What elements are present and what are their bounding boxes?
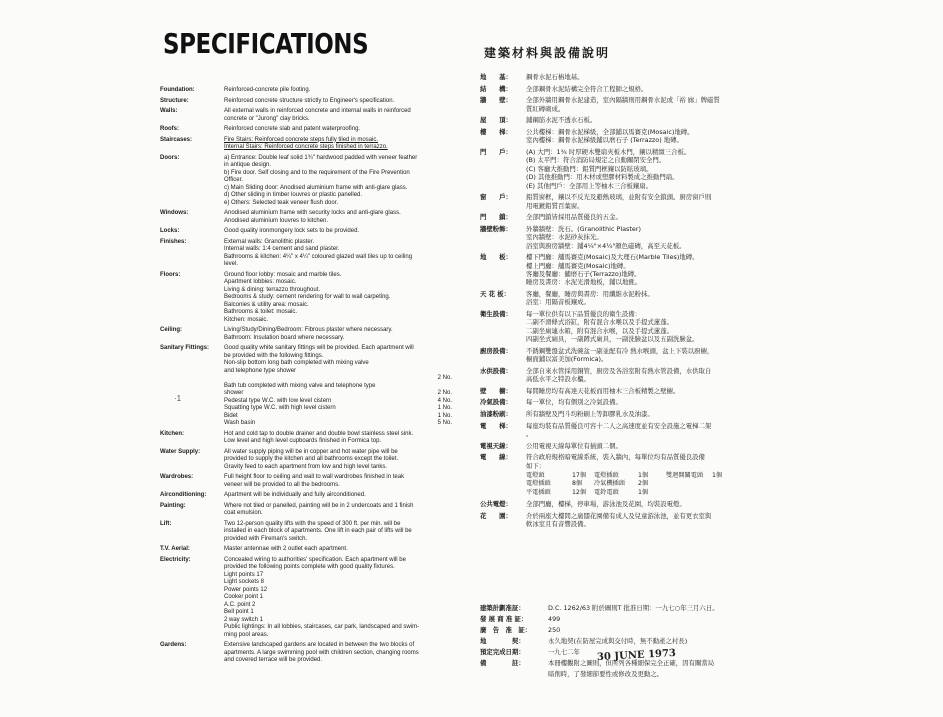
cn-line: 不銹鋼雙盤盆式洗碗盆一副並配有冷 熱水喉頭，盆上下裝以廚櫥， xyxy=(526,346,714,355)
spec-body xyxy=(224,431,452,446)
electric-cell: 1個 xyxy=(712,472,723,479)
spec-body xyxy=(224,228,452,236)
sanitary-item-qty: 5 No. xyxy=(437,420,452,426)
cn-line: 每一單位，均有個別之冷氣設備。 xyxy=(526,398,622,407)
spec-label: Ceiling: xyxy=(160,327,182,333)
spec-body xyxy=(224,521,452,544)
cn-label: 公共電燈： xyxy=(480,500,512,509)
sanitary-item-name: Wash basin xyxy=(224,420,256,426)
spec-line: Apartment lobbies: mosaic. xyxy=(224,279,297,285)
spec-line: Full height floor to ceiling and wall to wall wardrobes finished in teak xyxy=(224,474,405,480)
cn-line: 全部鋼骨水泥結構完全符合工程師之規格。 xyxy=(526,84,648,93)
spec-line: Fire Stairs: Reinforced concrete steps fully tiled in mosaic. xyxy=(224,136,379,143)
scan-mark: ·1 xyxy=(174,394,182,403)
spec-body xyxy=(224,137,452,152)
cn-label: 門 戶： xyxy=(480,147,512,156)
spec-row xyxy=(160,98,452,106)
sanitary-item-name: Squatting type W.C. with high level cistern xyxy=(224,405,336,411)
spec-line: Ground floor lobby: mosaic and marble tiles. xyxy=(224,271,342,278)
specifications-list xyxy=(160,84,452,665)
footer-row xyxy=(480,625,780,636)
electric-point: 2 way switch 1 xyxy=(224,616,264,623)
footer-value: 250 xyxy=(548,626,561,634)
cn-row xyxy=(480,453,780,470)
footer-label: 廣 告 准 証： xyxy=(480,626,532,634)
spec-row xyxy=(160,642,452,665)
electric-cell: 電燈頭 xyxy=(526,472,545,479)
spec-line: provided with Fireman's switch. xyxy=(224,535,308,542)
spec-line: Bathrooms & toilet: mosaic. xyxy=(224,309,298,315)
electric-cell: 1個 xyxy=(638,472,649,479)
spec-line: installed in each block of apartments. One lift in each pair of lifts will be xyxy=(224,528,412,534)
spec-body xyxy=(224,155,452,208)
spec-body xyxy=(224,474,452,489)
cn-line: 符合政府規格暗電線系統，裝入牆內，每單位均有品質優良設備 xyxy=(526,453,705,462)
cn-body xyxy=(526,512,780,529)
spec-label: Roofs: xyxy=(160,126,179,132)
cn-body xyxy=(526,96,780,113)
cn-body xyxy=(526,442,780,450)
spec-line: Anodised aluminium frame with security locks and anti-glare glass. xyxy=(224,210,401,216)
spec-line: Reinforced concrete slab and patent waterproofing. xyxy=(224,126,361,132)
cn-body xyxy=(526,410,780,418)
cn-body xyxy=(526,148,780,190)
spec-line: Internal walls: 1:4 cement and sand plaster. xyxy=(224,246,340,252)
spec-line: All external walls in reinforced concrete and internal walls in reinforced xyxy=(224,108,411,114)
spec-label: Lift: xyxy=(160,520,172,527)
footer-value: 本冊樓觀附之圖則，但所列各種細保完全正確，因有關當局 xyxy=(548,659,715,667)
spec-body xyxy=(224,327,452,342)
cn-line: 全部門廳，樓梯，停車場，游泳池及花園，均裝設電燈。 xyxy=(526,500,686,509)
spec-line: Living/Study/Dining/Bedroom: Fibrous plaster where necessary. xyxy=(224,327,393,333)
cn-body xyxy=(526,193,780,210)
cn-row xyxy=(480,85,780,93)
spec-row xyxy=(160,431,452,446)
cn-line: 客廳及餐廳：舖磨石子(Terrazzo)地磚。 xyxy=(526,270,641,278)
spec-line: External walls: Granolithic plaster. xyxy=(224,238,315,245)
cn-label: 電視天線： xyxy=(480,441,512,450)
footer-label xyxy=(480,669,548,680)
electric-cell: 12個 xyxy=(572,488,587,496)
spec-body xyxy=(224,239,452,269)
cn-label: 牆壁粉飾： xyxy=(480,224,512,233)
cn-row xyxy=(480,148,780,190)
spec-line: Low level and high level cupboards finished in Formica top. xyxy=(224,438,382,444)
cn-body xyxy=(526,116,780,124)
cn-label: 電 梯： xyxy=(480,421,512,430)
sanitary-item xyxy=(224,375,452,383)
cn-body xyxy=(526,225,780,250)
spec-label: Airconditioning: xyxy=(160,492,207,498)
page-title: SPECIFICATIONS xyxy=(163,27,369,60)
cn-row xyxy=(480,387,780,395)
spec-row xyxy=(160,474,452,489)
footer-row xyxy=(480,603,780,614)
cn-row xyxy=(480,367,780,384)
electric-cell: 8個 xyxy=(572,480,583,488)
electric-cell: 平電插頭 xyxy=(526,488,551,496)
spec-body xyxy=(224,557,452,640)
cn-line: 鋪鋼筋水泥不透水石板。 xyxy=(526,116,597,125)
cn-row xyxy=(480,512,780,529)
spec-line: Bedrooms & study: cement rendering for wall to wall carpeting. xyxy=(224,294,391,300)
spec-row xyxy=(160,521,452,544)
cn-line: 質紅磚砌成。 xyxy=(526,104,565,113)
electric-point: Power points 12 xyxy=(224,586,268,593)
sanitary-item-name: Bidet xyxy=(224,412,238,419)
cn-line: 睡房及書房：水泥光滑地板，鋪以地氈。 xyxy=(526,278,642,287)
sanitary-item xyxy=(224,405,452,413)
electric-cell: 電燈插頭 xyxy=(526,480,551,488)
electric-cell: 電燈插頭 xyxy=(594,472,619,479)
spec-body xyxy=(224,272,452,325)
spec-row xyxy=(160,503,452,518)
cn-row xyxy=(480,442,780,450)
footer-row xyxy=(480,669,780,680)
cn-row xyxy=(480,422,780,439)
spec-label: Windows: xyxy=(160,210,189,216)
cn-label: 門 鎖： xyxy=(480,213,512,222)
spec-row xyxy=(160,557,452,640)
spec-line: and covered terrace will be provided. xyxy=(224,657,323,663)
spec-body xyxy=(224,503,452,518)
electric-cell xyxy=(666,489,712,497)
footer-label: 地 契： xyxy=(480,637,525,645)
spec-row xyxy=(160,492,452,500)
footer-label: 發 展 商 准 証： xyxy=(480,615,528,623)
cn-row xyxy=(480,96,780,113)
cn-body xyxy=(526,347,780,364)
spec-label: Kitchen: xyxy=(160,430,184,437)
cn-body xyxy=(526,128,780,145)
spec-line: Bathroom: Insulation board where necessary. xyxy=(224,334,345,341)
cn-line: 浴室與廚房牆壁：鋪4¼"×4¼"顏色磁磚，高至天花板。 xyxy=(526,241,686,250)
cn-row xyxy=(480,116,780,124)
cn-label: 樓 梯： xyxy=(480,127,512,136)
spec-line: Officer. xyxy=(224,177,243,183)
spec-line: coat emulsion. xyxy=(224,510,263,516)
electric-point: Light points 17 xyxy=(224,571,264,578)
spec-line: Bathrooms & kitchen: 4¼" x 4¼" coloured glazed wall tiles up to ceiling xyxy=(224,253,413,260)
cn-row xyxy=(480,290,780,307)
spec-row xyxy=(160,210,452,225)
spec-line: in antique design. xyxy=(224,162,272,168)
footer-value: 永久地契(在防屋完成與交付時，無不動產之村長) xyxy=(548,637,688,645)
cn-body xyxy=(526,290,780,307)
sanitary-item-qty: 1 No. xyxy=(437,412,452,419)
sanitary-item xyxy=(224,413,452,421)
spec-label: Electricity: xyxy=(160,556,191,563)
electric-cell: 雙迴開關電頭 xyxy=(666,472,704,479)
cn-body xyxy=(526,85,780,93)
footer-row xyxy=(480,614,780,625)
spec-line: provided to supply the kitchen and all bathrooms except the toilet. xyxy=(224,456,399,462)
cn-label: 天 花 板： xyxy=(480,290,511,298)
footer-label: 建築計劃准証： xyxy=(480,604,525,612)
footer-label: 備 註： xyxy=(480,659,525,667)
cn-body xyxy=(526,422,780,439)
sanitary-item xyxy=(224,420,452,428)
sanitary-item xyxy=(224,398,452,406)
cn-line: 室內牆壁：水泥砂灰抹光。 xyxy=(526,233,603,242)
electric-cell xyxy=(712,489,742,497)
spec-line: Two 12-person quality lifts with the speed of 300 ft. per min. will be xyxy=(224,520,401,527)
electric-cell: 1個 xyxy=(638,488,649,496)
spec-line: Balconies & utility area: mosaic. xyxy=(224,301,309,308)
spec-line: Reinforced-concrete pile footing. xyxy=(224,87,311,93)
cn-row xyxy=(480,347,780,364)
electric-point: Bell point 1 xyxy=(224,609,254,615)
cn-label: 衛生設備： xyxy=(480,310,512,318)
electric-cell xyxy=(666,480,712,488)
spec-line: and telephone type shower xyxy=(224,367,297,374)
cn-line: 櫥面鋪以富美加(Formica)。 xyxy=(526,355,608,364)
cn-label: 水供設備： xyxy=(480,366,512,375)
spec-row xyxy=(160,239,452,269)
cn-body xyxy=(526,398,780,406)
spec-line: e) Others: Selected teak veneer flush door. xyxy=(224,199,339,206)
cn-line: 二副不滑條式浴缸，附有混合水喉以及手提式蓮蓬。 xyxy=(526,318,673,327)
cn-body xyxy=(526,213,780,221)
spec-line: apartments. A large swimming pool with children section, changing rooms xyxy=(224,649,419,656)
cn-row xyxy=(480,193,780,210)
electric-point: ming pool areas. xyxy=(224,631,269,638)
spec-line: Concealed wiring to authorities' specification. Each apartment will be xyxy=(224,556,406,563)
spec-line: Living & dining: terrazzo throughout. xyxy=(224,286,321,293)
sanitary-item-qty: 2 No. xyxy=(437,375,452,381)
cn-line: 公用電視天線每單位有插頭二個。 xyxy=(526,441,622,450)
footer-value: D.C. 1262/63 附於圖則T 批准日期：一九七○年三月六日。 xyxy=(548,604,719,612)
cn-line: 四副坐式廁具，一副蹲式廁具，一副洗臉盆以及五副洗臉盆。 xyxy=(526,335,699,344)
spec-body xyxy=(224,449,452,472)
spec-body xyxy=(224,642,452,665)
cn-line: 每間睡房均有高達天花板而用柚木三合板精製之壁櫥。 xyxy=(526,386,680,395)
electric-point: A.C. point 2 xyxy=(224,601,256,608)
footer-row xyxy=(480,636,780,647)
spec-body xyxy=(224,98,452,106)
electric-cell: 2個 xyxy=(638,480,649,488)
spec-body xyxy=(224,87,452,95)
spec-row xyxy=(160,345,452,428)
chinese-specifications-list xyxy=(480,70,780,529)
spec-line: provided the following points complete with good quality fixtures. xyxy=(224,564,395,570)
cn-label: 花 園： xyxy=(480,512,512,520)
spec-line: level. xyxy=(224,261,239,267)
cn-label: 牆 壁： xyxy=(480,96,512,105)
cn-row xyxy=(480,128,780,145)
spec-row xyxy=(160,87,452,95)
cn-label: 屋 頂： xyxy=(480,116,512,125)
chinese-title: 建築材料與設備說明 xyxy=(484,46,611,60)
sanitary-item xyxy=(224,383,452,391)
cn-line: 用電鍍鋁質百葉窗。 xyxy=(526,201,584,210)
cn-row xyxy=(480,310,780,344)
cn-body xyxy=(526,310,780,344)
sanitary-item-qty: 4 No. xyxy=(437,397,452,404)
cn-line: (D) 其他推動門：用木材或塑膠材料製成之推動門扇。 xyxy=(526,173,679,182)
cn-label: 地 基： xyxy=(480,73,512,82)
spec-line: d) Other sliding in timber louvres or plastic panelled. xyxy=(224,192,363,198)
cn-line: 所有牆壁及門斗均粉刷上等卸膠乳水及油漆。 xyxy=(526,410,654,418)
spec-label: Finishes: xyxy=(160,238,187,245)
cn-label: 冷氣設備： xyxy=(480,398,512,407)
spec-line: Master antennae with 2 outlet each apartment. xyxy=(224,546,348,552)
cn-line: 軟冰室且有音響設備。 xyxy=(526,520,590,529)
cn-row xyxy=(480,500,780,508)
spec-line: a) Entrance: Double leaf solid 1¾" hardwood padded with veneer feather xyxy=(224,154,418,161)
cn-line: (E) 其他門戶：全部用上等柚木三合板鑲扇。 xyxy=(526,181,653,190)
electric-point: Cooker point 1 xyxy=(224,594,264,600)
spec-line: Good quality ironmongery lock sets to be provided. xyxy=(224,228,360,234)
cn-line: 。 xyxy=(526,430,533,438)
spec-body xyxy=(224,546,452,554)
sanitary-item-name: shower xyxy=(224,390,244,396)
spec-label: T.V. Aerial: xyxy=(160,546,190,552)
cn-line: (C) 客廳大推動門：鋁質門框鑲以防眩玻璃。 xyxy=(526,164,653,173)
spec-line: veneer will be provided to all the bedrooms. xyxy=(224,481,340,488)
sanitary-item-name: Bath tub completed with mixing valve and telephone type xyxy=(224,382,376,389)
cn-body xyxy=(526,500,780,508)
electric-cell: 冷氣機插頭 xyxy=(594,480,625,488)
footer-value: 499 xyxy=(548,615,561,623)
spec-label: Locks: xyxy=(160,228,180,234)
spec-line: c) Main Sliding door: Anodised aluminium frame with anti-glare glass. xyxy=(224,184,408,191)
spec-label: Staircases: xyxy=(160,136,193,143)
cn-row xyxy=(480,213,780,221)
spec-row xyxy=(160,327,452,342)
footer-value: 一九七二年 xyxy=(548,648,580,656)
cn-line: 全部門鎖皆採用品質優良的五金。 xyxy=(526,213,622,222)
spec-line: Kitchen: mosaic. xyxy=(224,316,269,323)
cn-line: 每座均裝有品質優良可容十二人之高速度並有安全設施之電梯二架 xyxy=(526,421,712,430)
spec-row xyxy=(160,155,452,208)
spec-line: concrete or "Jurong" clay bricks. xyxy=(224,115,310,122)
spec-row xyxy=(160,546,452,554)
date-stamp: 30 JUNE 1973 xyxy=(596,647,677,664)
cn-label: 地 板： xyxy=(480,253,512,262)
spec-line: Good quality white sanitary fittings will be provided. Each apartment will xyxy=(224,345,414,351)
cn-line: 外牆牆壁：洗石。(Granolithic Plaster) xyxy=(526,224,641,233)
cn-body xyxy=(526,367,780,384)
electric-point: Public lightings: In all lobbies, staircases, car park, landscaped and swim- xyxy=(224,624,420,630)
cn-row xyxy=(480,225,780,250)
approval-info xyxy=(480,603,780,680)
spec-label: Gardens: xyxy=(160,642,187,648)
cn-label: 廚房設備： xyxy=(480,346,512,355)
cn-label: 電 線： xyxy=(480,453,512,462)
cn-line: 浴室：用隔音板鑲成。 xyxy=(526,298,590,307)
cn-label: 油漆粉刷： xyxy=(480,410,512,418)
cn-line: 二副坐廁連水箱，附有混合水喉，以及手提式蓮蓬。 xyxy=(526,326,673,335)
spec-body xyxy=(224,126,452,134)
cn-line: 鋁質窗框，鑲以不反光及避熱玻璃，並附有安全鎖頭。廚房窗戶則 xyxy=(526,193,712,202)
sanitary-item xyxy=(224,390,452,398)
spec-row xyxy=(160,228,452,236)
cn-row xyxy=(480,398,780,406)
cn-line: (A) 大門：1¾ 时厚硬木雙扇夾板木門，鑲以精緻三合板。 xyxy=(526,147,691,156)
spec-label: Sanitary Fittings: xyxy=(160,345,210,351)
cn-row xyxy=(480,73,780,81)
spec-label: Painting: xyxy=(160,502,186,509)
electric-cell: 電鈴電頭 xyxy=(594,488,619,496)
spec-line: Where not tiled or panelled, painting will be in 2 undercoats and 1 finish xyxy=(224,502,414,509)
cn-line: 介於兩座大樓間之廣闊花園備有成人及兒童游泳池，並有更衣室與 xyxy=(526,512,712,520)
spec-line: Gravity feed to each apartment from low and high level tanks. xyxy=(224,463,388,470)
cn-line: 每一單位供有以下品質優良的衛生設備： xyxy=(526,310,642,318)
electric-cell xyxy=(712,480,742,488)
spec-line: Internal Stairs: Reinforced concrete steps finished in terrazzo. xyxy=(224,144,388,150)
cn-line: 公共樓梯：鋼骨水泥梯級，全部鋪以馬賽克(Mosaic)地磚。 xyxy=(526,127,694,136)
cn-line: 全部自來水管採用銅管，廚房及各浴室附有熱水管設備，水供取自 xyxy=(526,366,712,375)
spec-line: Hot and cold tap to double drainer and double bowl stainless steel sink. xyxy=(224,430,414,437)
spec-line: be provided with the following fittings. xyxy=(224,352,324,359)
spec-body xyxy=(224,108,452,123)
spec-body xyxy=(224,492,452,500)
cn-line: 樓下門廳：舖馬賽克(Mosaic)及大理石(Marble Tiles)地磚。 xyxy=(526,253,699,262)
sanitary-item-name: Pedestal type W.C. with low level cistern xyxy=(224,397,332,404)
spec-body xyxy=(224,345,452,428)
cn-label: 結 構： xyxy=(480,84,512,93)
spec-line: Reinforced concrete structure strictly to Engineer's specification. xyxy=(224,97,395,104)
cn-line: 室內樓梯：鋼骨水泥梯級鋪以磨石子 (Terrazzo) 地磚。 xyxy=(526,136,683,145)
sanitary-item-qty: 1 No. xyxy=(437,405,452,411)
cn-line: 樓上門廳：舖馬賽克(Mosaic)地磚。 xyxy=(526,261,630,270)
spec-label: Floors: xyxy=(160,271,181,278)
cn-line: 全部外牆用鋼骨水泥建造，室內隔牆則用鋼骨水泥或「裕 廊」牌磁質 xyxy=(526,96,720,105)
cn-line: 高低水平之特設水櫃。 xyxy=(526,375,590,384)
cn-label: 壁 櫥： xyxy=(480,386,512,395)
spec-row xyxy=(160,137,452,152)
electric-points-table xyxy=(526,472,780,497)
electric-point: Light sockets 8 xyxy=(224,579,265,585)
spec-row xyxy=(160,108,452,123)
spec-label: Foundation: xyxy=(160,87,195,93)
cn-line: 如下： xyxy=(526,461,546,470)
footer-value: 暗削時，了發細節要性或修改及更動之。 xyxy=(548,670,664,678)
cn-body xyxy=(526,253,780,287)
footer-label: 預定完成日期： xyxy=(480,648,525,656)
spec-line: Non-slip bottom long bath completed with mixing valve xyxy=(224,360,369,366)
spec-line: Anodised aluminium louvres to kitchen. xyxy=(224,217,329,224)
spec-label: Wardrobes: xyxy=(160,474,194,480)
cn-body xyxy=(526,387,780,395)
spec-label: Structure: xyxy=(160,97,189,104)
cn-line: (B) 太平門：符合消防局規定之自動關閉安全門。 xyxy=(526,156,666,165)
cn-body xyxy=(526,453,780,470)
spec-row xyxy=(160,449,452,472)
cn-row xyxy=(480,410,780,418)
spec-line: Apartment will be individually and fully airconditioned. xyxy=(224,492,366,498)
cn-label: 窗 戶： xyxy=(480,193,512,202)
spec-row xyxy=(160,126,452,134)
spec-label: Doors: xyxy=(160,154,180,161)
cn-body xyxy=(526,73,780,81)
spec-line: All water supply piping will be in copper and hot water pipe will be xyxy=(224,448,398,455)
cn-line: 客廳，餐廳，睡房與書房：用纖維水泥粉抹。 xyxy=(526,290,654,298)
sanitary-item-qty: 2 No. xyxy=(437,390,452,396)
electric-cell: 17個 xyxy=(572,472,587,479)
spec-line: b) Fire door. Self closing and to the requirement of the Fire Prevention xyxy=(224,169,410,176)
spec-label: Water Supply: xyxy=(160,448,201,455)
cn-line: 鋼骨水泥石樁地基。 xyxy=(526,73,584,82)
spec-body xyxy=(224,210,452,225)
cn-row xyxy=(480,253,780,287)
spec-label: Walls: xyxy=(160,108,178,114)
spec-line: Extensive landscaped gardens are located in between the two blocks of xyxy=(224,642,415,648)
spec-row xyxy=(160,272,452,325)
